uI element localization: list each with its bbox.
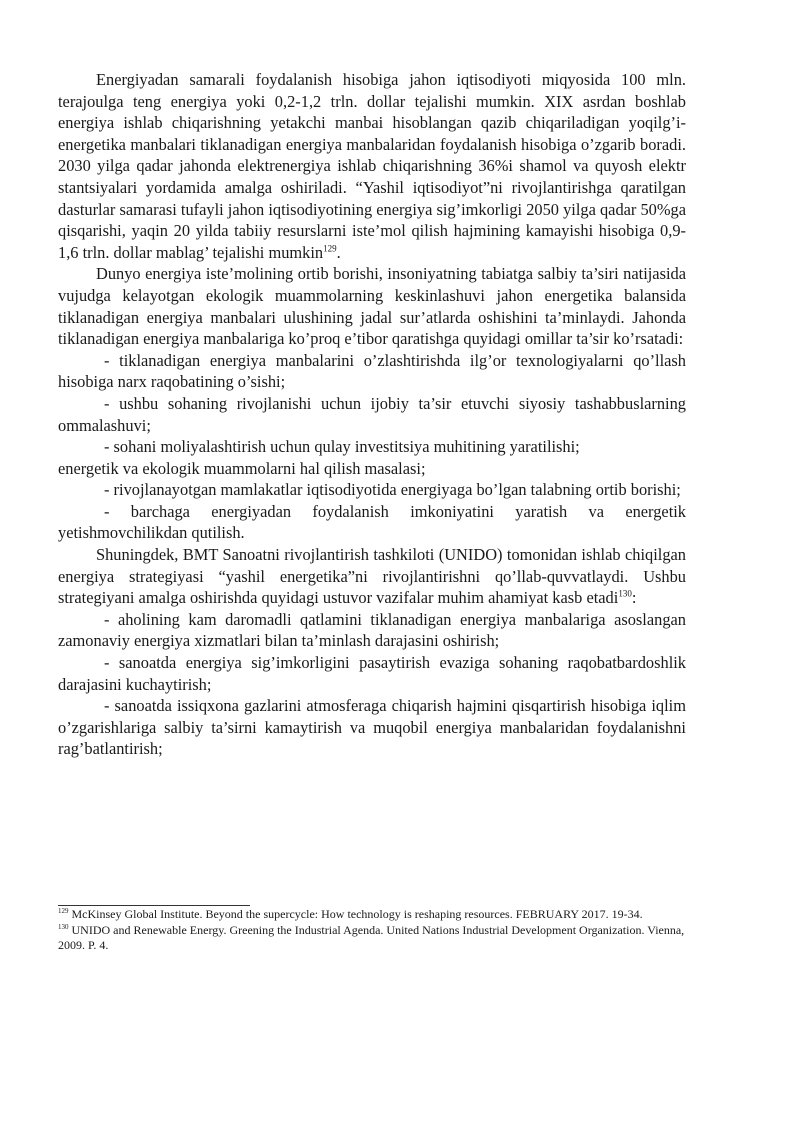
paragraph-energy-demand: Dunyo energiya iste’molining ortib borishi, insoniyatning tabiatga salbiy ta’siri natijasida vujudga kelayotgan ekologik muammolarning keskinlashuvi jahon energetika balansida tiklanadigan energiya manbalari ulushining jadal sur’atlarda oshishini ta’minlaydi. Jahonda tiklanadigan energiya manbalariga ko’proq e’tibor qaratishga quyidagi omillar ta’sir ko’rsatadi: [58, 264, 686, 349]
list-item: - barchaga energiyadan foydalanish imkoniyatini yaratish va energetik yetishmovchilikdan qutilish. [58, 501, 686, 543]
footnote-divider [58, 905, 250, 906]
footnote-130: $^{130}$ UNIDO and Renewable Energy. Greening the Industrial Agenda. United Nations Industrial Development Organization. Vienna, 2009. P. 4. [58, 922, 685, 952]
list-item: - sohani moliyalashtirish uchun qulay investitsiya muhitining yaratilishi; [104, 437, 580, 457]
paragraph-unido-strategy: Shuningdek, BMT Sanoatni rivojlantirish tashkiloti (UNIDO) tomonidan ishlab chiqilgan energiya strategiyasi “yashil energetika”ni rivojlantirishni qo’llab-quvvatlaydi. Ushbu strategiyani amalga oshirishda quyidagi ustuvor vazifalar muhim ahamiyat kasb etadi$^{130}$: [58, 545, 686, 608]
list-item: - rivojlanayotgan mamlakatlar iqtisodiyotida energiyaga bo’lgan talabning ortib borishi; [104, 480, 681, 500]
paragraph-energy-savings: Energiyadan samarali foydalanish hisobiga jahon iqtisodiyoti miqyosida 100 mln. terajoulga teng energiya yoki 0,2-1,2 trln. dollar tejalishi mumkin. XIX asrdan boshlab energiya ishlab chiqarishning yetakchi manbai hisoblangan qazib chiqariladigan yoqilg’i-energetika manbalari tiklanadigan energiya manbalaridan foydalanish hisobiga o’zgarib boradi. 2030 yilga qadar jahonda elektrenergiya ishlab chiqarishning 36%i shamol va quyosh elektr stantsiyalari yordamida amalga oshiriladi. “Yashil iqtisodiyot”ni rivojlantirishga qaratilgan dasturlar samarasi tufayli jahon iqtisodiyotining energiya sig’imkorligi 2050 yilga qadar 50%ga qisqarishi, yaqin 20 yilda tabiiy resurslarni iste’mol qilish hajmining kamayishi hisobiga 0,9-1,6 trln. dollar mablag’ tejalishi mumkin$^{129}$. [58, 70, 686, 262]
list-item: - sanoatda issiqxona gazlarini atmosferaga chiqarish hajmini qisqartirish hisobiga iqlim o’zgarishlariga salbiy ta’sirni kamaytirish va muqobil energiya manbalaridan foydalanishni rag’batlantirish; [58, 696, 686, 759]
list-item: - sanoatda energiya sig’imkorligini pasaytirish evaziga sohaning raqobatbardoshlik darajasini kuchaytirish; [58, 653, 686, 694]
footnotes [58, 907, 686, 954]
footnote-ref-129[interactable]: 129 [323, 243, 337, 254]
list-item: - aholining kam daromadli qatlamini tiklanadigan energiya manbalariga asoslangan zamonaviy energiya xizmatlari bilan ta’minlash darajasini oshirish; [58, 609, 686, 651]
list-item: - ushbu sohaning rivojlanishi uchun ijobiy ta’sir etuvchi siyosiy tashabbuslarning ommalashuvi; [58, 393, 686, 435]
footnote-ref-130[interactable]: 130 [618, 588, 632, 599]
footnote-129: $^{129}$ McKinsey Global Institute. Beyond the supercycle: How technology is reshaping resources. FEBRUARY 2017. 19-34. [58, 907, 643, 921]
list-item: energetik va ekologik muammolarni hal qilish masalasi; [58, 458, 426, 478]
document-body [58, 69, 686, 760]
list-item: - tiklanadigan energiya manbalarini o’zlashtirishda ilg’or texnologiyalarni qo’llash hisobiga narx raqobatining o’sishi; [58, 350, 686, 392]
